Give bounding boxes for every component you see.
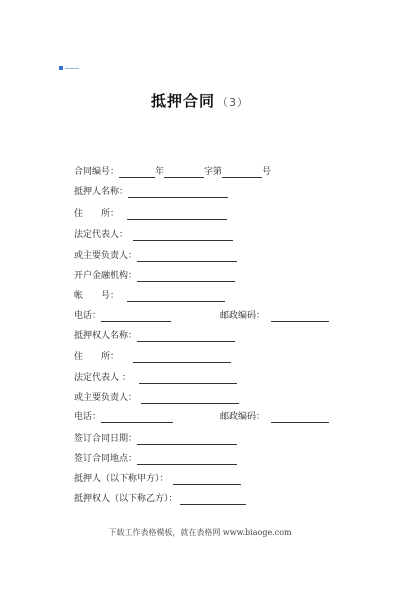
mortgagee-address-field[interactable] [133, 353, 231, 363]
party-a-field[interactable] [173, 475, 241, 485]
mortgagee-phone-label: 电话： [74, 412, 102, 422]
contract-no-blank-1[interactable] [119, 168, 155, 178]
mortgagor-principal-label: 或主要负责人： [74, 251, 138, 261]
contract-no-blank-2[interactable] [164, 168, 204, 178]
party-a-label: 抵押人（以下称甲方）： [74, 474, 169, 484]
signing-date-field[interactable] [137, 435, 237, 445]
mortgagor-legal-rep-label: 法定代表人： [74, 230, 129, 240]
party-a-row [74, 473, 241, 485]
mortgagor-account-row [74, 290, 225, 302]
mortgagor-phone-row [74, 310, 171, 322]
title-subtitle: （3） [217, 96, 249, 109]
mortgagor-legal-rep-field[interactable] [133, 231, 233, 241]
party-b-label: 抵押权人（以下称乙方）： [74, 494, 178, 504]
corner-logo [59, 66, 79, 70]
contract-no-blank-3[interactable] [222, 168, 262, 178]
mortgagee-phone-field[interactable] [101, 413, 173, 423]
title-text: 抵押合同 [150, 92, 215, 110]
signing-place-label: 签订合同地点： [74, 454, 138, 464]
contract-no-zidi: 字第 [204, 167, 223, 177]
mortgagor-address-row [74, 208, 227, 220]
mortgagee-legal-rep-row [74, 372, 237, 384]
mortgagee-address-label: 住 所： [74, 352, 120, 362]
mortgagor-name-row [74, 186, 228, 198]
signing-place-field[interactable] [137, 455, 237, 465]
signing-date-label: 签订合同日期： [74, 434, 138, 444]
mortgagee-principal-label: 或主要负责人： [74, 393, 138, 403]
party-b-field[interactable] [180, 495, 246, 505]
mortgagor-bank-row [74, 270, 235, 282]
mortgagor-account-field[interactable] [127, 292, 225, 302]
mortgagor-address-field[interactable] [127, 210, 227, 220]
contract-no-row [74, 166, 271, 178]
mortgagor-postcode-row [220, 310, 329, 322]
mortgagor-phone-label: 电话： [74, 311, 102, 321]
contract-no-hao: 号 [262, 167, 272, 177]
mortgagor-address-label: 住 所： [74, 209, 120, 219]
mortgagee-legal-rep-field[interactable] [139, 374, 237, 384]
mortgagee-principal-field[interactable] [141, 394, 239, 404]
mortgagee-postcode-row [220, 411, 329, 423]
mortgagor-bank-label: 开户金融机构： [74, 271, 138, 281]
logo-square [59, 66, 63, 70]
mortgagor-postcode-label: 邮政编码： [220, 311, 266, 321]
signing-date-row [74, 433, 237, 445]
contract-no-label: 合同编号： [74, 167, 120, 177]
mortgagee-principal-row [74, 392, 239, 404]
mortgagee-postcode-field[interactable] [271, 413, 329, 423]
mortgagee-name-row [74, 330, 235, 342]
mortgagor-account-label: 帐 号： [74, 291, 120, 301]
mortgagor-name-label: 抵押人名称： [74, 187, 129, 197]
mortgagor-principal-field[interactable] [137, 252, 237, 262]
mortgagee-name-label: 抵押权人名称： [74, 331, 138, 341]
mortgagee-postcode-label: 邮政编码： [220, 412, 266, 422]
signing-place-row [74, 453, 237, 465]
mortgagee-phone-row [74, 411, 173, 423]
mortgagor-legal-rep-row [74, 229, 233, 241]
mortgagor-phone-field[interactable] [101, 312, 171, 322]
logo-line [65, 68, 79, 69]
party-b-row [74, 493, 246, 505]
mortgagor-name-field[interactable] [128, 188, 228, 198]
mortgagor-postcode-field[interactable] [271, 312, 329, 322]
document-title [0, 90, 400, 111]
contract-no-year: 年 [155, 167, 165, 177]
mortgagor-principal-row [74, 250, 237, 262]
mortgagee-address-row [74, 351, 231, 363]
footer-text: 下载工作表格模板，就在表格网 www.biaoge.com [108, 528, 292, 537]
mortgagee-name-field[interactable] [137, 332, 235, 342]
mortgagee-legal-rep-label: 法定代表人 ： [74, 373, 131, 383]
mortgagor-bank-field[interactable] [137, 272, 235, 282]
